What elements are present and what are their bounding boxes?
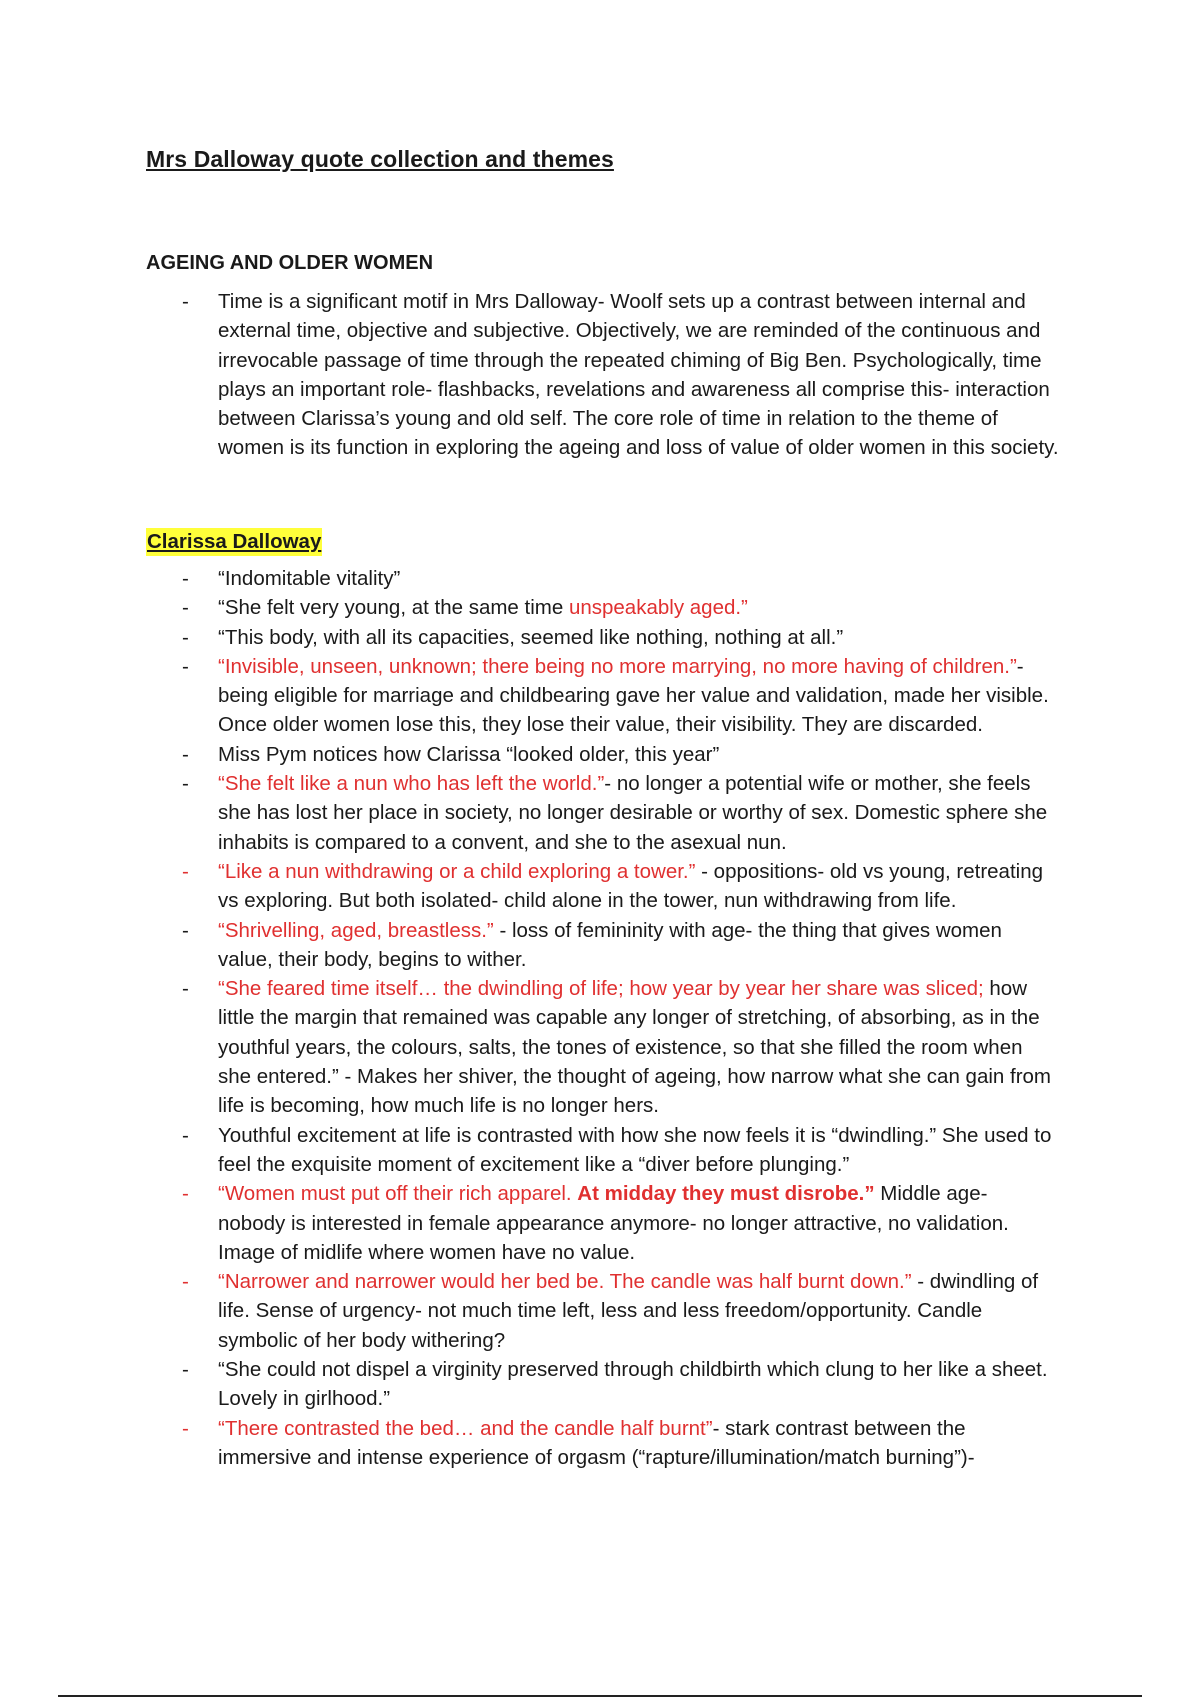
quote-text: “Like a nun withdrawing or a child exploring a tower.” bbox=[218, 859, 696, 883]
bullet-dash: - bbox=[182, 596, 189, 620]
list-item bbox=[0, 740, 1200, 769]
commentary-text: - stark contrast between the immersive and intense experience of orgasm (“rapture/illumination/match burning”)- bbox=[218, 1416, 975, 1469]
list-item bbox=[0, 857, 1200, 916]
bullet-dash: - bbox=[182, 625, 189, 649]
page-divider bbox=[58, 1695, 1142, 1697]
bullet-dash: - bbox=[182, 1182, 189, 1206]
quote-text: “Narrower and narrower would her bed be. The candle was half burnt down.” bbox=[218, 1270, 912, 1294]
quote-list bbox=[0, 564, 1200, 1472]
document-title: Mrs Dalloway quote collection and themes bbox=[146, 146, 614, 172]
quote-text: unspeakably aged.” bbox=[568, 596, 748, 620]
list-item bbox=[0, 1355, 1200, 1414]
commentary-text: Youthful excitement at life is contrasted with how she now feels it is “dwindling.” She used to feel the exquisite moment of excitement like a “diver before plunging.” bbox=[218, 1123, 1052, 1176]
list-item bbox=[0, 769, 1200, 857]
bullet-dash: - bbox=[182, 742, 189, 766]
list-item bbox=[0, 916, 1200, 975]
list-item bbox=[0, 1121, 1200, 1180]
list-item bbox=[0, 652, 1200, 740]
list-item bbox=[0, 1414, 1200, 1473]
bullet-dash: - bbox=[182, 977, 189, 1001]
bullet-dash: - bbox=[182, 1416, 189, 1440]
list-item bbox=[0, 623, 1200, 652]
list-item bbox=[0, 593, 1200, 622]
quote-text: “Women must put off their rich apparel. bbox=[218, 1182, 578, 1206]
list-item bbox=[0, 564, 1200, 593]
intro-bullet-list bbox=[0, 287, 1200, 463]
commentary-text: Middle age- nobody is interested in female appearance anymore- no longer attractive, no validation. Image of midlife where women have no value. bbox=[218, 1182, 1009, 1264]
commentary-text: “Indomitable vitality” bbox=[218, 567, 401, 590]
bullet-dash: - bbox=[182, 1270, 189, 1294]
commentary-text: - loss of femininity with age- the thing that gives women value, their body, begins to wither. bbox=[218, 918, 1002, 971]
commentary-text: “She felt very young, at the same time bbox=[218, 596, 569, 620]
intro-text: Time is a significant motif in Mrs Dalloway- Woolf sets up a contrast between internal and external time, objective and subjective. Objectively, we are reminded of the continuous and irrevocable passage of time through the repeated chiming of Big Ben. Psychologically, time plays an important role- flashbacks, revelations and awareness all comprise this- interaction between Clarissa’s young and old self. The core role of time in relation to the theme of women is its function in exploring the ageing and loss of value of older women in this society. bbox=[218, 290, 1059, 460]
list-item bbox=[0, 287, 1200, 463]
commentary-text: - oppositions- old vs young, retreating vs exploring. But both isolated- child alone in the tower, nun withdrawing from life. bbox=[218, 859, 1044, 913]
bullet-dash: - bbox=[182, 290, 189, 313]
bullet-dash: - bbox=[182, 654, 189, 678]
commentary-text: “This body, with all its capacities, seemed like nothing, nothing at all.” bbox=[218, 625, 844, 649]
bullet-dash: - bbox=[182, 567, 189, 590]
commentary-text: - no longer a potential wife or mother, she feels she has lost her place in society, no longer desirable or worthy of sex. Domestic sphere she inhabits is compared to a convent, and she to the asexual nun. bbox=[218, 772, 1048, 854]
commentary-text: - being eligible for marriage and childbearing gave her value and validation, made her visible. Once older women lose this, they lose their value, their visibility. They are discarded. bbox=[218, 654, 1049, 737]
section-heading: AGEING AND OLDER WOMEN bbox=[146, 252, 434, 274]
quote-text: “She feared time itself… the dwindling of life; how year by year her share was sliced; bbox=[218, 977, 984, 1001]
list-item bbox=[0, 1267, 1200, 1355]
commentary-text: - dwindling of life. Sense of urgency- not much time left, less and less freedom/opportunity. Candle symbolic of her body withering? bbox=[218, 1270, 1039, 1352]
commentary-text: Miss Pym notices how Clarissa “looked older, this year” bbox=[218, 742, 720, 766]
commentary-text: how little the margin that remained was capable any longer of stretching, of absorbing, as in the youthful years, the colours, salts, the tones of existence, so that she filled the room when she entered.” - Makes her shiver, the thought of ageing, how narrow what she can gain from life is becoming, how much life is no longer hers. bbox=[218, 977, 1051, 1118]
bullet-dash: - bbox=[182, 918, 189, 942]
bullet-dash: - bbox=[182, 859, 189, 883]
character-subheading: Clarissa Dalloway bbox=[146, 528, 322, 556]
bullet-dash: - bbox=[182, 1358, 189, 1382]
commentary-text: “She could not dispel a virginity preserved through childbirth which clung to her like a sheet. Lovely in girlhood.” bbox=[218, 1358, 1048, 1411]
quote-text: “There contrasted the bed… and the candle half burnt” bbox=[218, 1416, 713, 1440]
quote-text: At midday they must disrobe.” bbox=[577, 1182, 875, 1206]
bullet-dash: - bbox=[182, 1123, 189, 1147]
bullet-dash: - bbox=[182, 772, 189, 796]
list-item bbox=[0, 1179, 1200, 1267]
quote-text: “Invisible, unseen, unknown; there being no more marrying, no more having of children.” bbox=[218, 654, 1017, 678]
quote-text: “Shrivelling, aged, breastless.” bbox=[218, 918, 494, 942]
list-item bbox=[0, 974, 1200, 1120]
quote-text: “She felt like a nun who has left the world.” bbox=[218, 772, 605, 796]
